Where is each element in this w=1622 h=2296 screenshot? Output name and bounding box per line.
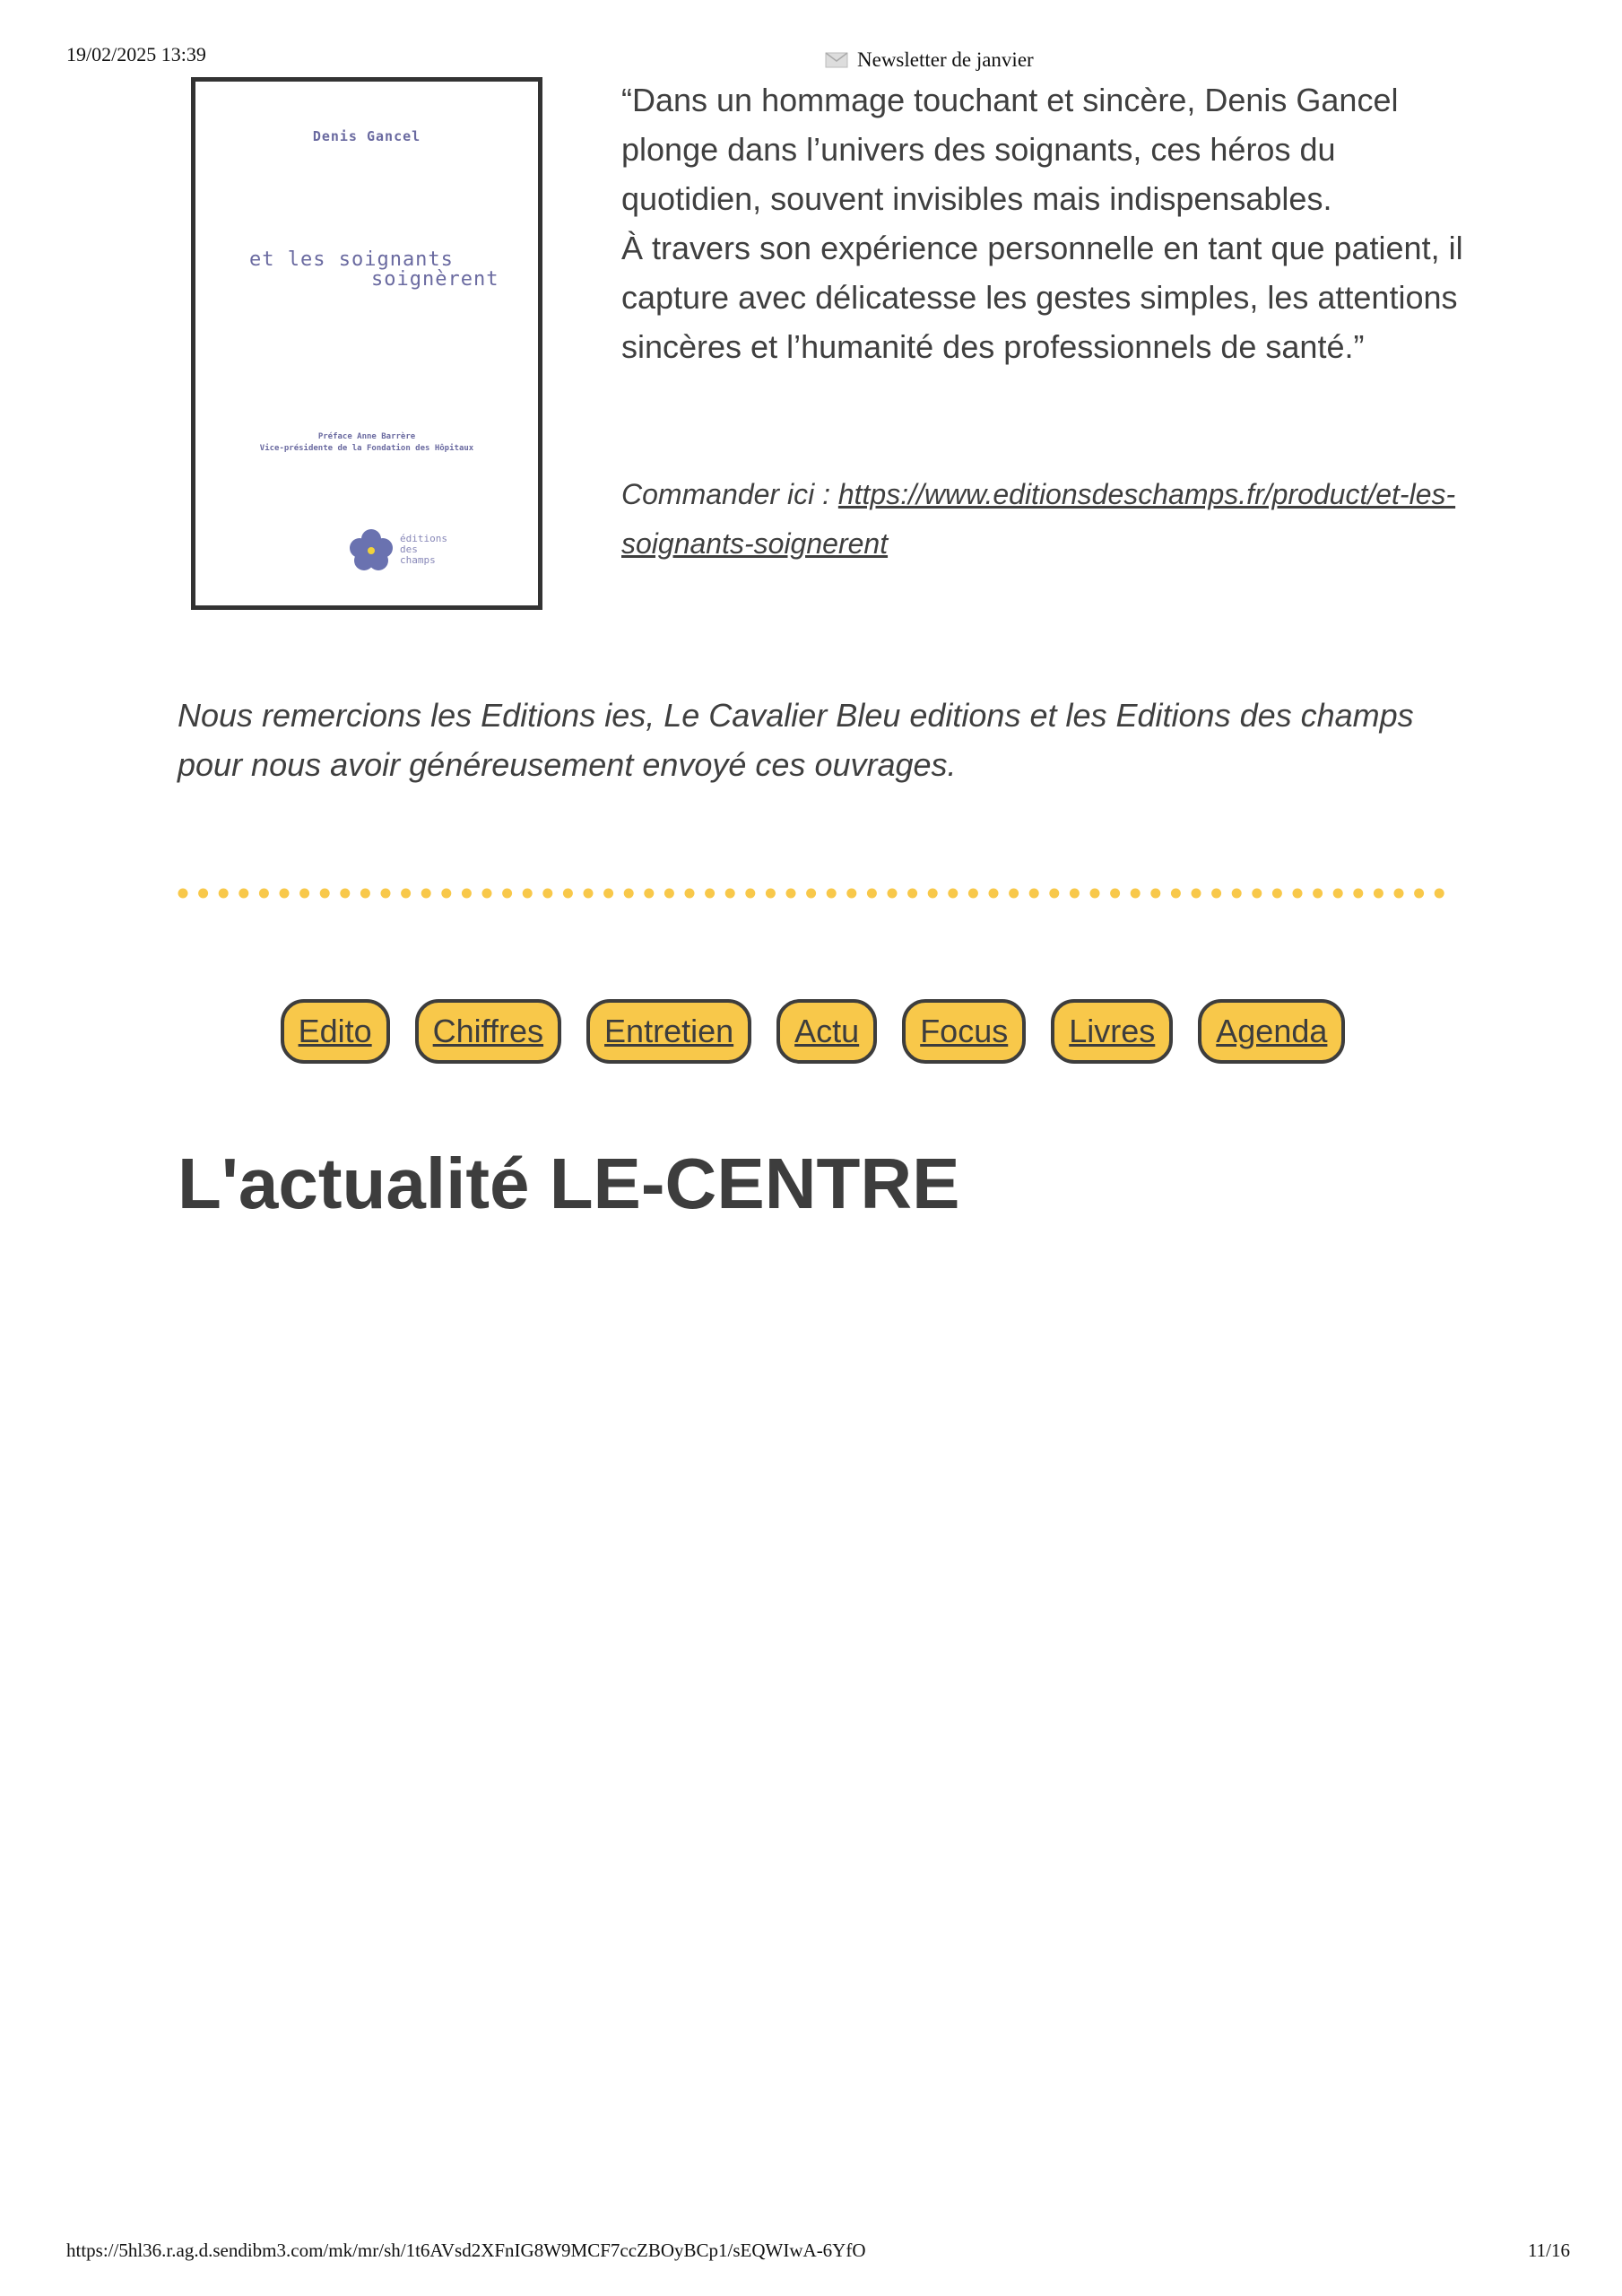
- print-title: [825, 48, 1034, 72]
- nav-edito[interactable]: Edito: [281, 999, 390, 1064]
- nav-actu[interactable]: Actu: [776, 999, 877, 1064]
- print-url: https://5hl36.r.ag.d.sendibm3.com/mk/mr/sh/1t6AVsd2XFnIG8W9MCF7ccZBOyBCp1/sEQWIwA-6YfO: [66, 2239, 866, 2261]
- cover-publisher-line1: éditions: [400, 533, 447, 544]
- print-title-text: Newsletter de janvier: [857, 48, 1034, 71]
- quote-paragraph-1: “Dans un hommage touchant et sincère, Denis Gancel plonge dans l’univers des soignants, ces héros du quotidien, souvent invisibles mais indispensables.: [621, 82, 1399, 217]
- cover-publisher: [348, 528, 447, 571]
- cover-preface: [195, 431, 538, 455]
- print-date: 19/02/2025 13:39: [66, 43, 206, 65]
- flower-logo-icon: [348, 528, 395, 571]
- nav-chiffres[interactable]: Chiffres: [415, 999, 561, 1064]
- envelope-icon: [825, 52, 848, 68]
- print-page-number: 11/16: [1527, 2239, 1570, 2261]
- dotted-divider: [178, 887, 1451, 900]
- book-quote: [621, 75, 1482, 371]
- nav-focus[interactable]: Focus: [902, 999, 1026, 1064]
- cover-preface-line1: Préface Anne Barrère: [317, 432, 416, 441]
- cover-author: Denis Gancel: [312, 128, 421, 144]
- thanks-note: Nous remercions les Editions ies, Le Cavalier Bleu editions et les Editions des champs pour nous avoir généreusement envoyé ces ouvrages.: [178, 697, 1414, 783]
- cover-title-line1: et les soignants: [249, 248, 454, 271]
- order-link[interactable]: https://www.editionsdeschamps.fr/product/et-les-soignants-soignerent: [621, 478, 1456, 560]
- cover-publisher-line3: champs: [400, 554, 436, 566]
- section-nav: [0, 999, 1622, 1064]
- book-cover: [191, 77, 542, 610]
- nav-entretien[interactable]: Entretien: [586, 999, 751, 1064]
- nav-agenda[interactable]: Agenda: [1198, 999, 1345, 1064]
- section-title: L'actualité LE-CENTRE: [178, 1144, 960, 1223]
- cover-publisher-line2: des: [400, 544, 418, 555]
- nav-livres[interactable]: Livres: [1051, 999, 1173, 1064]
- quote-paragraph-2: À travers son expérience personnelle en tant que patient, il capture avec délicatesse les gestes simples, les attentions sincères et l’humanité des professionnels de santé.”: [621, 230, 1463, 365]
- cover-preface-line2: Vice-présidente de la Fondation des Hôpitaux: [259, 444, 474, 453]
- order-label: Commander ici :: [621, 478, 838, 510]
- cover-publisher-name: [400, 534, 447, 566]
- order-line: [621, 470, 1482, 569]
- cover-title-line2: soignèrent: [371, 268, 499, 291]
